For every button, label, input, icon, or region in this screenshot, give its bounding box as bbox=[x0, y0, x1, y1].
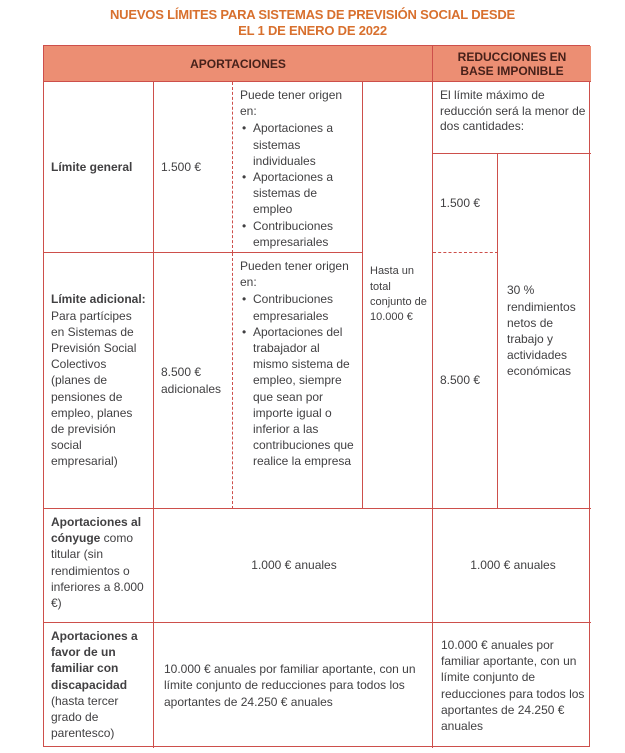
cell-limite-general-amount: 1.500 € bbox=[154, 82, 233, 253]
cell-familiar-reduccion: 10.000 € anuales por familiar aportante, con un límite conjunto de reducciones para todos los aportantes de 24.250 € anuales bbox=[441, 637, 585, 733]
limite-adicional-origin-list bbox=[240, 291, 357, 469]
cell-limite-general-label bbox=[44, 82, 154, 253]
cell-familiar-amount: 10.000 € anuales por familiar aportante, con un límite conjunto de reducciones para todos los aportantes de 24.250 € anuales bbox=[154, 623, 433, 748]
list-item: • Aportaciones a sistemas de empleo bbox=[240, 169, 357, 218]
cell-conyuge-reduccion: 1.000 € anuales bbox=[433, 509, 591, 623]
list-item: • Contribuciones empresariales bbox=[240, 291, 357, 323]
header-reducciones-base-imponible: REDUCCIONES EN BASE IMPONIBLE bbox=[433, 46, 591, 82]
list-item: • Aportaciones del trabajador al mismo sistema de empleo, siempre que sean por importe igual o inferior a las contribuciones que realice la empresa bbox=[240, 324, 357, 470]
cell-reduccion-8500: 8.500 € bbox=[433, 253, 498, 509]
document-title-line2: EL 1 DE ENERO DE 2022 bbox=[238, 23, 387, 38]
familiar-label-rest: (hasta tercer grado de parentesco) bbox=[51, 693, 119, 741]
conyuge-label-bold: Aportaciones al cónyuge bbox=[51, 515, 142, 546]
cell-conyuge-amount: 1.000 € anuales bbox=[154, 509, 433, 623]
limite-general-origin-list bbox=[240, 120, 357, 250]
list-item: • Aportaciones a sistemas individuales bbox=[240, 120, 357, 169]
limite-adicional-label bbox=[51, 291, 148, 469]
cell-conyuge-label bbox=[44, 509, 154, 623]
document-title bbox=[0, 0, 625, 39]
cell-limite-general-origin bbox=[233, 82, 363, 253]
cell-limite-adicional-label bbox=[44, 253, 154, 509]
cell-reduccion-1500: 1.500 € bbox=[433, 154, 498, 253]
cell-reduccion-intro: El límite máximo de reducción será la menor de dos cantidades: bbox=[433, 82, 591, 154]
cell-total-conjunto: Hasta un total conjunto de 10.000 € bbox=[363, 82, 433, 509]
limite-adicional-label-rest: Para partícipes en Sistemas de Previsión Social Colectivos (planes de pensiones de empleo, planes de previsión social empresarial) bbox=[51, 308, 137, 469]
cell-limite-adicional-origin bbox=[233, 253, 363, 509]
document-title-line1: NUEVOS LÍMITES PARA SISTEMAS DE PREVISIÓN SOCIAL DESDE bbox=[109, 7, 516, 22]
limite-adicional-label-bold: Límite adicional: bbox=[51, 292, 146, 307]
cell-limite-adicional-amount: 8.500 € adicionales bbox=[154, 253, 233, 509]
cell-reduccion-porcentaje: 30 % rendimientos netos de trabajo y actividades económicas bbox=[498, 154, 591, 509]
familiar-label-bold: Aportaciones a favor de un familiar con discapacidad bbox=[51, 629, 138, 692]
conyuge-label-rest: como titular (sin rendimientos o inferiores a 8.000 €) bbox=[51, 531, 144, 610]
cell-familiar-label bbox=[44, 623, 154, 748]
header-aportaciones: APORTACIONES bbox=[44, 46, 433, 82]
limite-adicional-origin-intro: Pueden tener origen en: bbox=[240, 259, 349, 290]
limite-general-origin-intro: Puede tener origen en: bbox=[240, 88, 343, 119]
limits-table bbox=[43, 45, 590, 747]
limite-general-label: Límite general bbox=[51, 159, 133, 174]
list-item: • Contribuciones empresariales bbox=[240, 218, 357, 250]
